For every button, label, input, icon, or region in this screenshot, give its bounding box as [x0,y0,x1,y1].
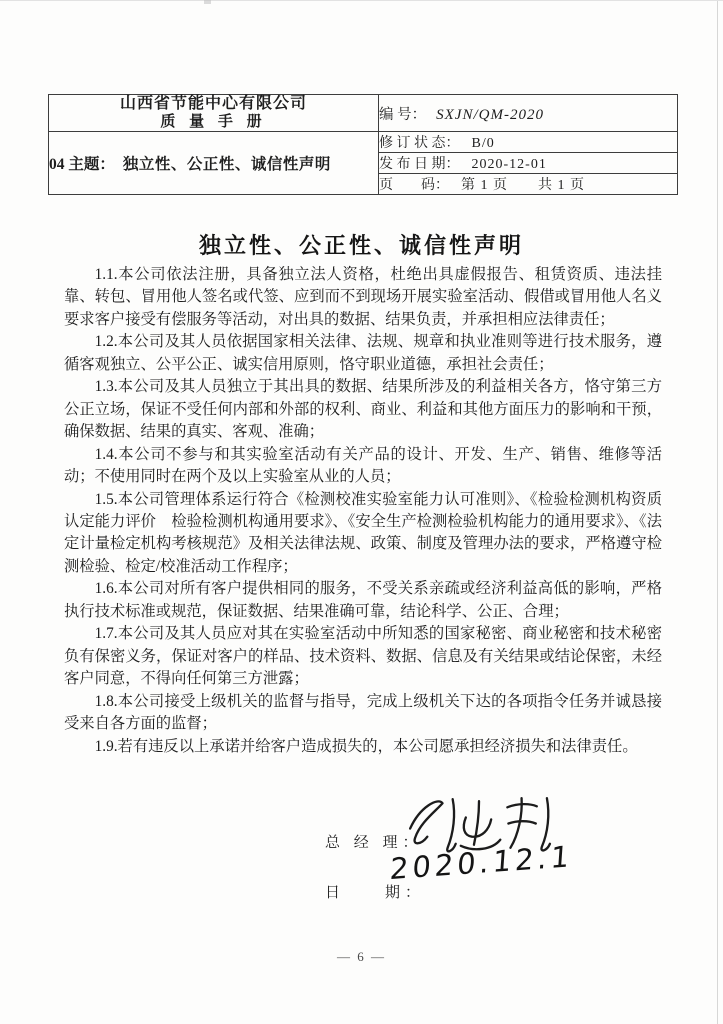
document-title: 独立性、公正性、诚信性声明 [198,233,524,258]
doc-number-value: SXJN/QM-2020 [436,106,544,123]
page-code-label: 页 码： [379,178,449,193]
paragraph-1-1: 1.1.本公司依法注册，具备独立法人资格，杜绝出具虚假报告、租赁资质、违法挂靠、转包、冒用他人签名或代签、应到而不到现场开展实验室活动、假借或冒用他人名义要求客户接受有偿服务等活动，对出具的数据、结果负责，并承担相应法律责任； [64,266,662,328]
company-cell [49,95,379,132]
revision-cell [379,132,678,153]
issue-date-cell [379,153,678,174]
issue-date-label: 发 布 日 期： [379,157,460,172]
issue-date-value: 2020-12-01 [471,157,547,172]
scan-edge-artifact [0,0,723,1]
page-code-cell [379,174,678,195]
paragraph-1-6: 1.6.本公司对所有客户提供相同的服务，不受关系亲疏或经济利益高低的影响，严格执行技术标准或规范，保证数据、结果准确可靠，结论科学、公正、合理； [64,580,662,620]
doc-number-cell [379,95,678,132]
subject-label: 04 主题： [49,156,115,173]
scan-edge-artifact [717,0,718,1024]
paragraph-1-7: 1.7.本公司及其人员应对其在实验室活动中所知悉的国家秘密、商业秘密和技术秘密负有保密义务，保证对客户的样品、技术资料、数据、信息及有关结果或结论保密，未经客户同意，不得向任何第三方泄露； [64,625,662,688]
date-handwriting: 2020.12.1 [388,839,575,887]
manual-title: 质 量 手 册 [160,113,267,130]
date-label: 日 期： [325,885,426,901]
paragraph-1-4: 1.4.本公司不参与和其实验室活动有关产品的设计、开发、生产、销售、维修等活动；不使用同时在两个及以上实验室从业的人员； [64,445,662,486]
revision-label: 修 订 状 态： [379,136,460,151]
page-number: — 6 — [337,949,386,964]
revision-value: B/0 [471,136,495,151]
paragraph-1-5: 1.5.本公司管理体系运行符合《检测校准实验室能力认可准则》、《检验检测机构资质认定能力评价 检验检测机构通用要求》、《安全生产检测检验机构能力的通用要求》、《法定计量检定机构考核规范》及相关法律法规、政策、制度及管理办法的要求，严格遵守检测检验、检定/校准活动工作程序； [64,490,662,575]
page-code-value: 第 1 页 共 1 页 [461,178,585,193]
paragraph-1-9: 1.9.若有违反以上承诺并给客户造成损失的，本公司愿承担经济损失和法律责任。 [94,737,638,755]
subject-title: 独立性、公正性、诚信性声明 [122,156,331,173]
paragraph-1-3: 1.3.本公司及其人员独立于其出具的数据、结果所涉及的利益相关各方，恪守第三方公正立场，保证不受任何内部和外部的权利、商业、利益和其他方面压力的影响和干预，确保数据、结果的真实、客观、准确； [64,378,662,441]
paragraph-1-8: 1.8.本公司接受上级机关的监督与指导，完成上级机关下达的各项指令任务并诚恳接受来自各方面的监督； [64,692,662,733]
scan-speck-artifact [204,0,211,4]
header-table [48,94,678,195]
subject-cell [49,132,379,195]
general-manager-label: 总 经 理： [325,835,423,851]
declaration-body [64,264,662,758]
doc-number-label: 编 号： [379,106,427,123]
paragraph-1-2: 1.2.本公司及其人员依据国家相关法律、法规、规章和执业准则等进行技术服务，遵循客观独立、公平公正、诚实信用原则，恪守职业道德，承担社会责任； [64,333,662,373]
company-name: 山西省节能中心有限公司 [119,95,307,113]
